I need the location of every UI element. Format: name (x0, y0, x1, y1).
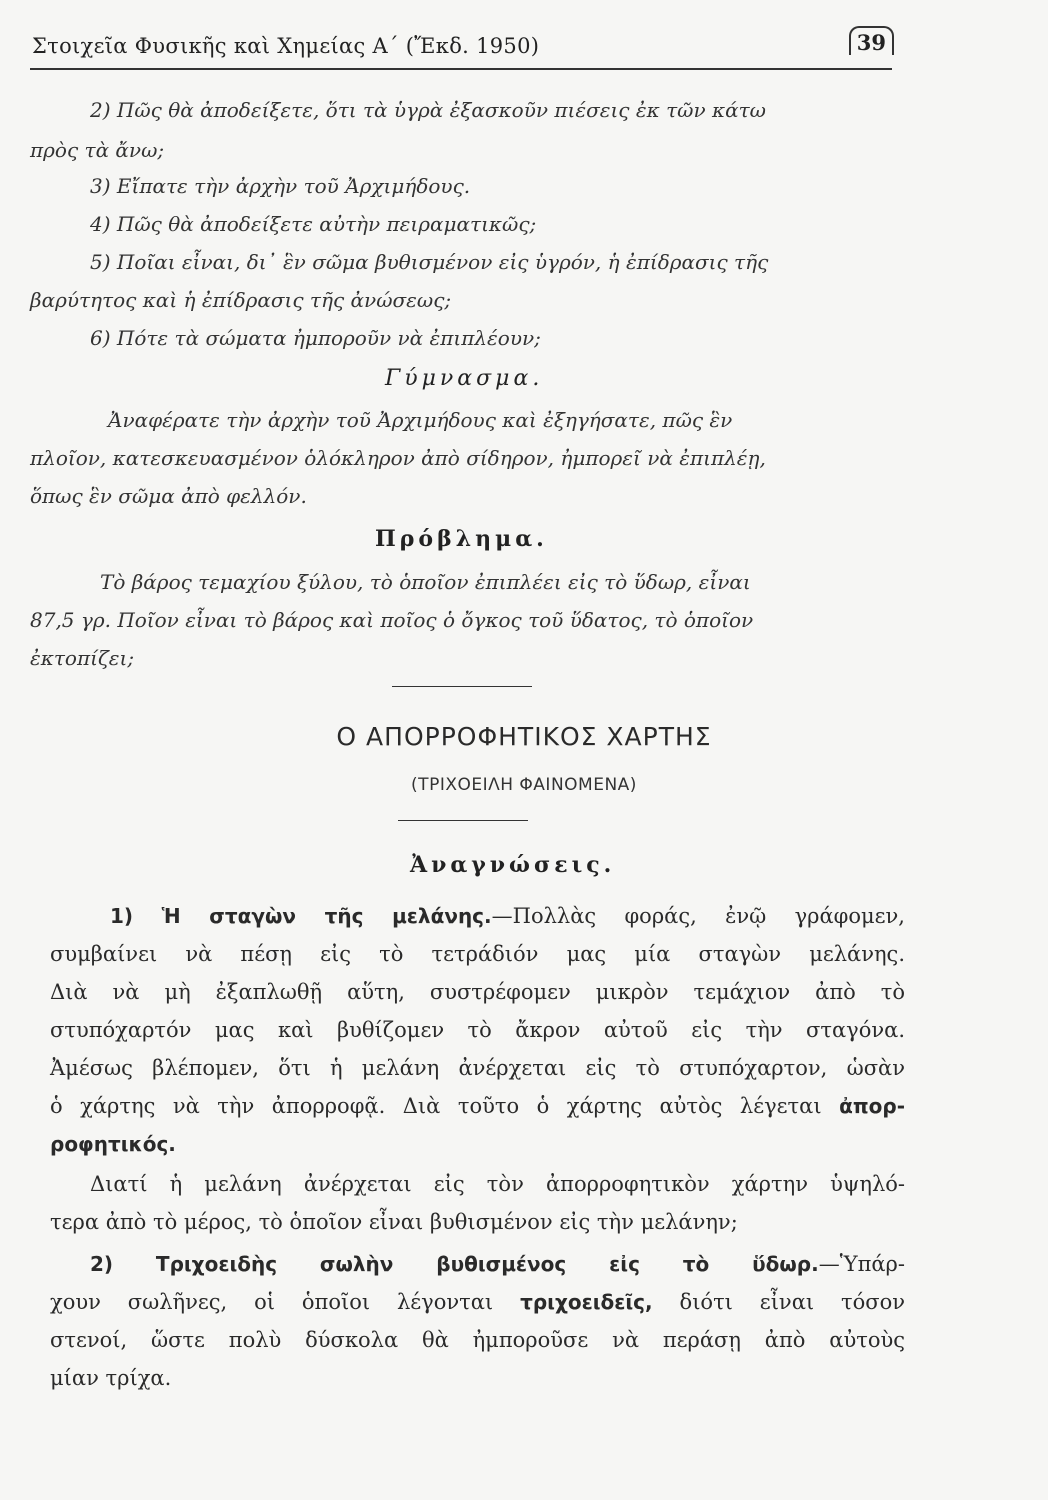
question-line: 4) Πῶς θὰ ἀποδείξετε αὐτὴν πειραματικῶς; (90, 212, 537, 236)
question-line: 5) Ποῖαι εἶναι, δι᾿ ἓν σῶμα βυθισμένον εἰς ὑγρόν, ἡ ἐπίδρασις τῆς (90, 250, 769, 274)
running-header (30, 28, 892, 70)
question-line: 3) Εἴπατε τὴν ἀρχὴν τοῦ Ἀρχιμήδους. (90, 174, 471, 198)
paragraph-line: 1) Ἡ σταγὼν τῆς μελάνης.—Πολλὰς φοράς, ἐνῷ γράφομεν, (110, 904, 905, 928)
exercise-line: ὅπως ἓν σῶμα ἀπὸ φελλόν. (30, 484, 307, 508)
paragraph-line: Ἀμέσως βλέπομεν, ὅτι ἡ μελάνη ἀνέρχεται εἰς τὸ στυπόχαρτον, ὡσὰν (50, 1056, 905, 1080)
readings-heading: Ἀναγνώσεις. (410, 852, 616, 878)
paragraph-line: μίαν τρίχα. (50, 1366, 172, 1390)
problem-heading: Πρόβλημα. (375, 526, 548, 552)
problem-line: ἐκτοπίζει; (30, 646, 135, 670)
term-capillary: τριχοειδεῖς, (520, 1290, 653, 1314)
problem-line: 87,5 γρ. Ποῖον εἶναι τὸ βάρος καὶ ποῖος ὁ ὄγκος τοῦ ὕδατος, τὸ ὁποῖον (30, 608, 754, 632)
subheading-ink-drop: 1) Ἡ σταγὼν τῆς μελάνης. (110, 904, 492, 928)
exercise-heading: Γύμνασμα. (385, 366, 544, 391)
paragraph-line: Διατί ἡ μελάνη ἀνέρχεται εἰς τὸν ἀπορροφητικὸν χάρτην ὑψηλό- (90, 1172, 905, 1196)
page-number: 39 (849, 26, 894, 55)
question-line: 2) Πῶς θὰ ἀποδείξετε, ὅτι τὰ ὑγρὰ ἐξασκοῦν πιέσεις ἐκ τῶν κάτω (90, 98, 766, 122)
paragraph-line: ὁ χάρτης νὰ τὴν ἀπορροφᾷ. Διὰ τοῦτο ὁ χάρτης αὐτὸς λέγεται ἀπορ- (50, 1094, 905, 1118)
paragraph-line: τερα ἀπὸ τὸ μέρος, τὸ ὁποῖον εἶναι βυθισμένον εἰς τὴν μελάνην; (50, 1210, 738, 1234)
paragraph-line: 2) Τριχοειδὴς σωλὴν βυθισμένος εἰς τὸ ὕδωρ.—Ὑπάρ- (90, 1252, 905, 1276)
divider-rule (392, 686, 532, 687)
exercise-line: Ἀναφέρατε τὴν ἀρχὴν τοῦ Ἀρχιμήδους καὶ ἐξηγήσατε, πῶς ἓν (108, 408, 733, 432)
paragraph-line: στυπόχαρτόν μας καὶ βυθίζομεν τὸ ἄκρον αὐτοῦ εἰς τὴν σταγόνα. (50, 1018, 905, 1042)
section-subtitle: (ΤΡΙΧΟΕΙΛΗ ΦΑΙΝΟΜΕΝΑ) (411, 775, 637, 795)
paragraph-line (50, 1132, 905, 1156)
paragraph-line: στενοί, ὥστε πολὺ δύσκολα θὰ ἠμποροῦσε νὰ περάσῃ ἀπὸ αὐτοὺς (50, 1328, 905, 1352)
divider-rule (398, 820, 528, 821)
paragraph-line: Διὰ νὰ μὴ ἐξαπλωθῇ αὕτη, συστρέφομεν μικρὸν τεμάχιον ἀπὸ τὸ (50, 980, 905, 1004)
subheading-capillary-tube: 2) Τριχοειδὴς σωλὴν βυθισμένος εἰς τὸ ὕδωρ. (90, 1252, 819, 1276)
section-title: Ο ΑΠΟΡΡΟΦΗΤΙΚΟΣ ΧΑΡΤΗΣ (336, 722, 712, 751)
term-absorbent-cont: ροφητικός. (50, 1132, 176, 1156)
paragraph-line: χουν σωλῆνες, οἱ ὁποῖοι λέγονται τριχοειδεῖς, διότι εἶναι τόσον (50, 1290, 906, 1314)
problem-line: Τὸ βάρος τεμαχίου ξύλου, τὸ ὁποῖον ἐπιπλέει εἰς τὸ ὕδωρ, εἶναι (100, 570, 751, 594)
question-line: 6) Πότε τὰ σώματα ἠμποροῦν νὰ ἐπιπλέουν; (90, 326, 541, 350)
term-absorbent: ἀπορ- (839, 1094, 905, 1118)
question-line: βαρύτητος καὶ ἡ ἐπίδρασις τῆς ἀνώσεως; (30, 288, 452, 312)
paragraph-line: συμβαίνει νὰ πέσῃ εἰς τὸ τετράδιόν μας μία σταγὼν μελάνης. (50, 942, 905, 966)
question-line: πρὸς τὰ ἄνω; (30, 138, 165, 162)
exercise-line: πλοῖον, κατεσκευασμένον ὁλόκληρον ἀπὸ σίδηρον, ἠμπορεῖ νὰ ἐπιπλέῃ, (30, 446, 766, 470)
header-title: Στοιχεῖα Φυσικῆς καὶ Χημείας Α΄ (Ἔκδ. 1950) (32, 34, 540, 58)
